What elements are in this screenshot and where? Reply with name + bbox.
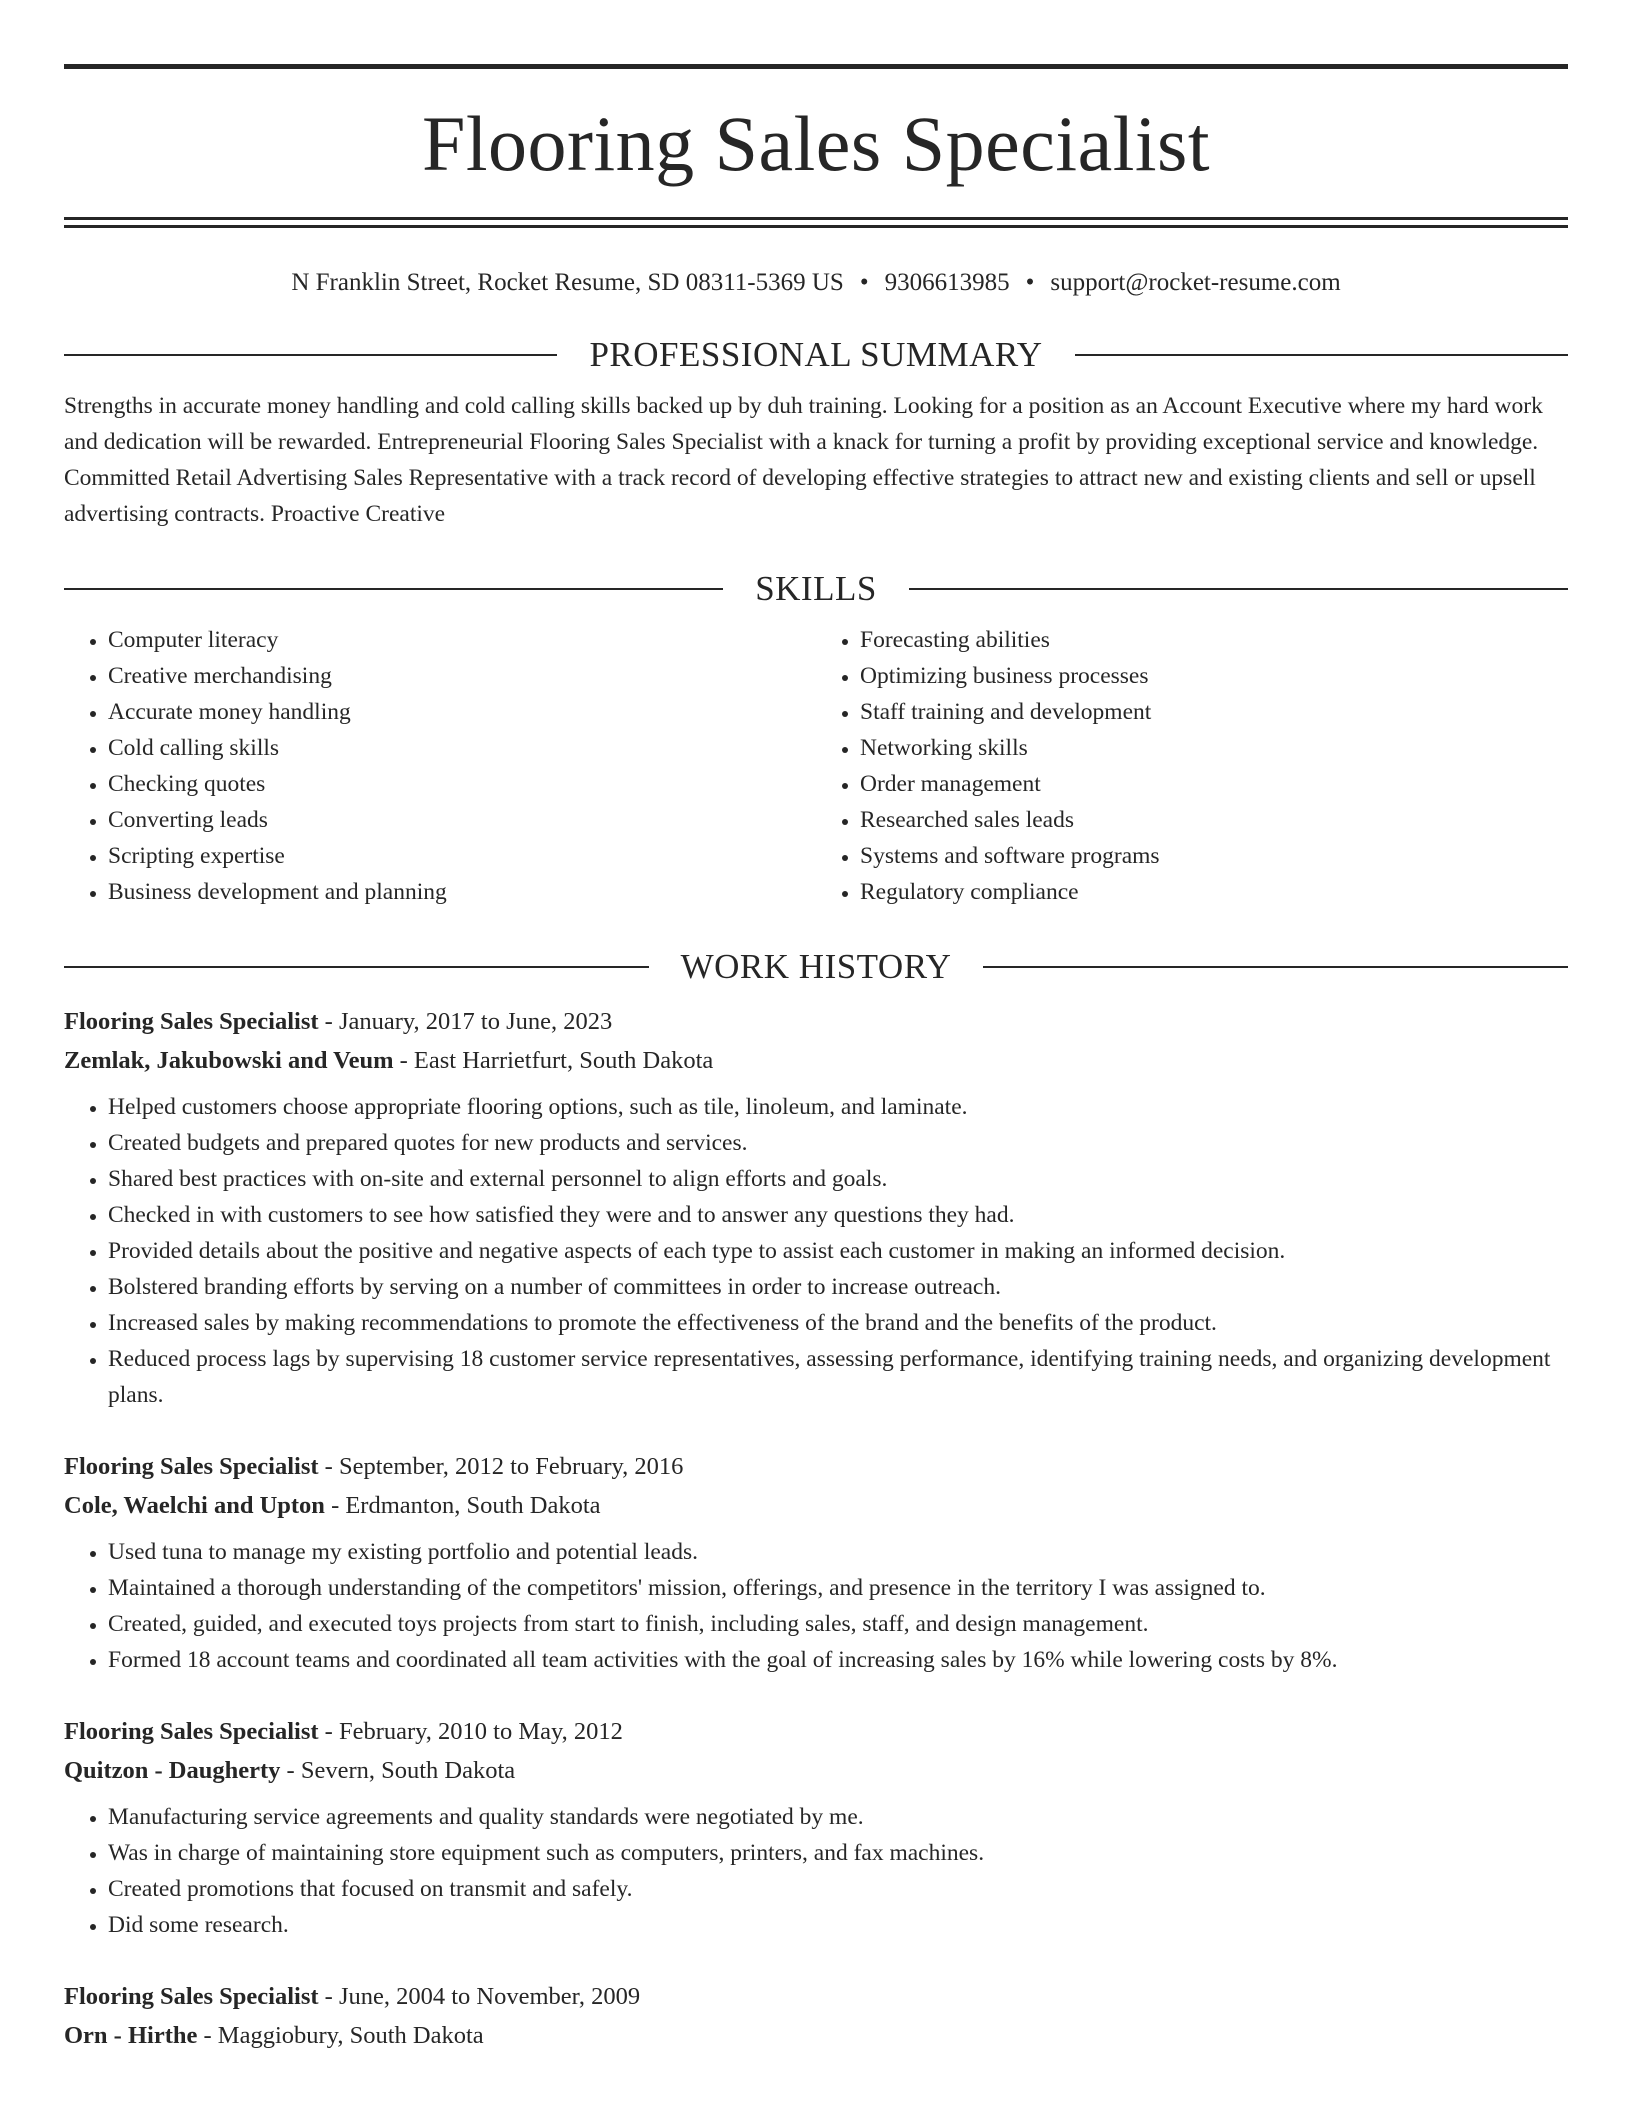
skill-item: • Checking quotes (108, 766, 816, 802)
job-entry (64, 1002, 1568, 1413)
skills-column-left (64, 622, 816, 910)
job-bullet: • Maintained a thorough understanding of the competitors' mission, offerings, and presence in the territory I was assigned to. (108, 1570, 1568, 1606)
email-link[interactable]: support@rocket-resume.com (1050, 269, 1341, 296)
skill-item: • Converting leads (108, 802, 816, 838)
job-bullet: • Created promotions that focused on transmit and safely. (108, 1871, 1568, 1907)
work-heading (64, 946, 1568, 988)
skill-item: • Scripting expertise (108, 838, 816, 874)
skill-item: • Creative merchandising (108, 658, 816, 694)
job-bullet: • Did some research. (108, 1907, 1568, 1943)
skill-item: • Computer literacy (108, 622, 816, 658)
job-bullet: • Used tuna to manage my existing portfolio and potential leads. (108, 1534, 1568, 1570)
job-dates: - June, 2004 to November, 2009 (318, 1983, 641, 2010)
job-bullet: • Manufacturing service agreements and quality standards were negotiated by me. (108, 1799, 1568, 1835)
job-entry (64, 1977, 1568, 2055)
skill-item: • Networking skills (860, 730, 1568, 766)
job-bullet: • Reduced process lags by supervising 18 customer service representatives, assessing performance, identifying training needs, and organizing development plans. (108, 1341, 1568, 1413)
job-bullet: • Checked in with customers to see how satisfied they were and to answer any questions they had. (108, 1197, 1568, 1233)
skill-item: • Order management (860, 766, 1568, 802)
double-rule (64, 217, 1568, 228)
heading-rule-right (1075, 354, 1568, 356)
job-company: Orn - Hirthe (64, 2022, 198, 2049)
job-title-line (64, 1002, 1568, 1041)
job-bullet: • Shared best practices with on-site and external personnel to align efforts and goals. (108, 1161, 1568, 1197)
job-dates: - January, 2017 to June, 2023 (318, 1008, 613, 1035)
job-location: - East Harrietfurt, South Dakota (393, 1047, 714, 1074)
job-title: Flooring Sales Specialist (64, 1718, 319, 1745)
job-bullet: • Formed 18 account teams and coordinated all team activities with the goal of increasing sales by 16% while lowering costs by 8%. (108, 1642, 1568, 1678)
summary-paragraph: Strengths in accurate money handling and cold calling skills backed up by duh training. Looking for a position as an Account Executive where my hard work and dedication will be rewarded. Entrepreneurial Flooring Sales Specialist with a knack for turning a profit by providing exceptional service and knowledge. Committed Retail Advertising Sales Representative with a track record of developing effective strategies to attract new and existing clients and sell or upsell advertising contracts. Proactive Creative (64, 393, 1543, 527)
job-bullet: • Helped customers choose appropriate flooring options, such as tile, linoleum, and laminate. (108, 1089, 1568, 1125)
skill-item: • Accurate money handling (108, 694, 816, 730)
job-company-line (64, 1751, 1568, 1790)
job-bullet: • Created budgets and prepared quotes for new products and services. (108, 1125, 1568, 1161)
job-bullet: • Was in charge of maintaining store equipment such as computers, printers, and fax machines. (108, 1835, 1568, 1871)
job-bullets (64, 1089, 1568, 1413)
skills-column-right (816, 622, 1568, 910)
job-title: Flooring Sales Specialist (64, 1008, 319, 1035)
contact-line (64, 268, 1568, 298)
heading-rule-right (983, 966, 1568, 968)
skills-list (64, 622, 1568, 910)
skill-item: • Regulatory compliance (860, 874, 1568, 910)
job-title: Flooring Sales Specialist (64, 1453, 319, 1480)
job-location: - Severn, South Dakota (280, 1757, 516, 1784)
job-company-line (64, 1486, 1568, 1525)
job-title-line (64, 1447, 1568, 1486)
skill-item: • Optimizing business processes (860, 658, 1568, 694)
skill-item: • Researched sales leads (860, 802, 1568, 838)
job-dates: - September, 2012 to February, 2016 (318, 1453, 684, 1480)
skill-item: • Cold calling skills (108, 730, 816, 766)
job-bullet: • Provided details about the positive and negative aspects of each type to assist each customer in making an informed decision. (108, 1233, 1568, 1269)
job-dates: - February, 2010 to May, 2012 (318, 1718, 623, 1745)
heading-rule-left (64, 354, 557, 356)
job-bullets (64, 1799, 1568, 1943)
skill-item: • Business development and planning (108, 874, 816, 910)
job-bullet: • Bolstered branding efforts by serving on a number of committees in order to increase outreach. (108, 1269, 1568, 1305)
phone-text: 9306613985 (884, 269, 1010, 296)
address-text: N Franklin Street, Rocket Resume, SD 08311-5369 US (291, 269, 844, 296)
heading-rule-left (64, 588, 723, 590)
job-entry (64, 1447, 1568, 1678)
job-title: Flooring Sales Specialist (64, 1983, 319, 2010)
job-company: Quitzon - Daugherty (64, 1757, 281, 1784)
job-company: Zemlak, Jakubowski and Veum (64, 1047, 394, 1074)
contact-separator: • (1025, 269, 1035, 296)
job-company-line (64, 2016, 1568, 2055)
job-title-line (64, 1712, 1568, 1751)
job-title-line (64, 1977, 1568, 2016)
job-company: Cole, Waelchi and Upton (64, 1492, 325, 1519)
skill-item: • Systems and software programs (860, 838, 1568, 874)
job-location: - Erdmanton, South Dakota (324, 1492, 601, 1519)
work-heading-label: WORK HISTORY (680, 947, 952, 986)
job-location: - Maggiobury, South Dakota (197, 2022, 484, 2049)
job-company-line (64, 1041, 1568, 1080)
job-entry (64, 1712, 1568, 1943)
heading-rule-left (64, 966, 649, 968)
candidate-title: Flooring Sales Specialist (421, 100, 1211, 187)
job-bullet: • Increased sales by making recommendations to promote the effectiveness of the brand and the benefits of the product. (108, 1305, 1568, 1341)
job-bullet: • Created, guided, and executed toys projects from start to finish, including sales, staff, and design management. (108, 1606, 1568, 1642)
summary-heading (64, 334, 1568, 376)
skill-item: • Staff training and development (860, 694, 1568, 730)
skill-item: • Forecasting abilities (860, 622, 1568, 658)
skills-heading (64, 568, 1568, 610)
summary-heading-label: PROFESSIONAL SUMMARY (589, 335, 1043, 374)
job-bullets (64, 1534, 1568, 1678)
contact-separator: • (859, 269, 869, 296)
heading-rule-right (909, 588, 1568, 590)
skills-heading-label: SKILLS (755, 569, 877, 608)
